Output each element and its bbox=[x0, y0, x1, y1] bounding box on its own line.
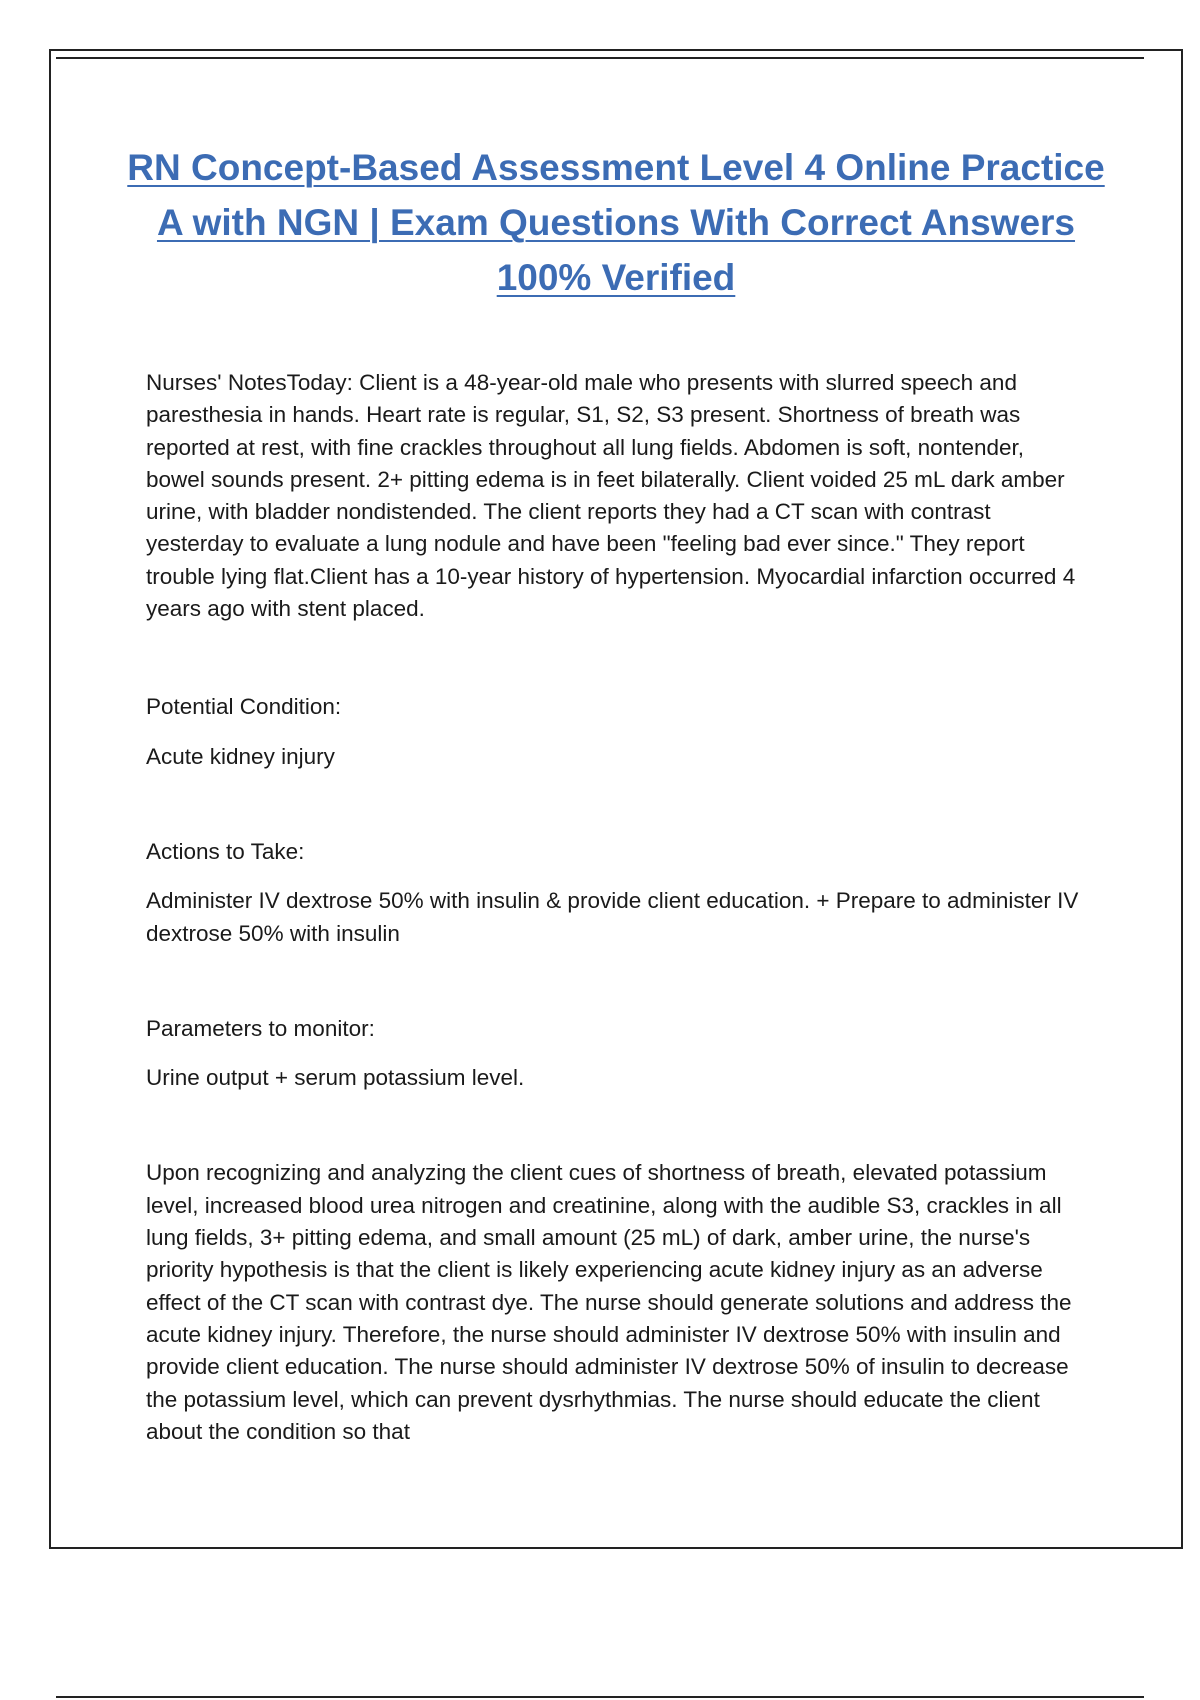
document-content bbox=[127, 140, 1105, 1448]
potential-condition-label: Potential Condition: bbox=[146, 694, 342, 720]
document-title-link[interactable]: RN Concept-Based Assessment Level 4 Online Practice A with NGN | Exam Questions With Correct Answers 100% Verified bbox=[127, 147, 1105, 298]
potential-condition-value: Acute kidney injury bbox=[146, 743, 335, 769]
bottom-rule bbox=[56, 1696, 1144, 1698]
actions-value: Administer IV dextrose 50% with insulin & provide client education. + Prepare to administer IV dextrose 50% with insulin bbox=[146, 888, 1079, 946]
parameters-label: Parameters to monitor: bbox=[146, 1015, 375, 1041]
nurses-notes: Nurses' NotesToday: Client is a 48-year-old male who presents with slurred speech and paresthesia in hands. Heart rate is regular, S1, S2, S3 present. Shortness of breath was reported at rest, with fine crackles throughout all lung fields. Abdomen is soft, nontender, bowel sounds present. 2+ pitting edema is in feet bilaterally. Client voided 25 mL dark amber urine, with bladder nondistended. The client reports they had a CT scan with contrast yesterday to evaluate a lung nodule and have been "feeling bad ever since." They report trouble lying flat.Client has a 10-year history of hypertension. Myocardial infarction occurred 4 years ago with stent placed. bbox=[146, 370, 1076, 622]
rationale-explanation: Upon recognizing and analyzing the client cues of shortness of breath, elevated potassium level, increased blood urea nitrogen and creatinine, along with the audible S3, crackles in all lung fields, 3+ pitting edema, and small amount (25 mL) of dark, amber urine, the nurse's priority hypothesis is that the client is likely experiencing acute kidney injury as an adverse effect of the CT scan with contrast dye. The nurse should generate solutions and address the acute kidney injury. Therefore, the nurse should administer IV dextrose 50% with insulin and provide client education. The nurse should administer IV dextrose 50% of insulin to decrease the potassium level, which can prevent dysrhythmias. The nurse should educate the client about the condition so that bbox=[146, 1160, 1072, 1444]
actions-label: Actions to Take: bbox=[146, 838, 305, 864]
parameters-value: Urine output + serum potassium level. bbox=[146, 1065, 525, 1091]
